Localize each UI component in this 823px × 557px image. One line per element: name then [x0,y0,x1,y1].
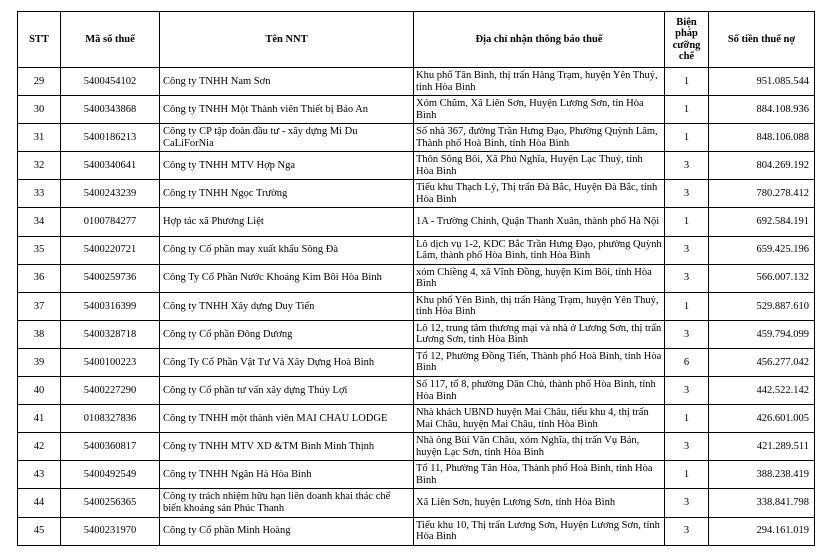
row-taxpayer-name: Công ty Cổ phần tư vấn xây dựng Thủy Lợi [160,377,414,405]
row-stt: 45 [18,517,61,545]
table-row [18,292,815,320]
table-row [18,433,815,461]
row-tax-code: 5400492549 [61,461,160,489]
row-enforcement-measure: 1 [665,461,709,489]
row-taxpayer-name: Công ty Cổ phần Minh Hoàng [160,517,414,545]
row-tax-code: 5400186213 [61,124,160,152]
row-taxpayer-name: Công ty TNHH MTV XD &TM Bình Minh Thịnh [160,433,414,461]
row-address: Tiểu khu 10, Thị trấn Lương Sơn, Huyện Lương Sơn, tỉnh Hòa Bình [414,517,665,545]
row-tax-debt-amount: 338.841.798 [709,489,815,517]
row-address: Lô 12, trung tâm thương mại và nhà ở Lương Sơn, thị trấn Lương Sơn, tỉnh Hòa Bình [414,320,665,348]
header-row [18,12,815,68]
row-stt: 31 [18,124,61,152]
row-tax-debt-amount: 804.269.192 [709,152,815,180]
table-row [18,124,815,152]
row-taxpayer-name: Công ty trách nhiệm hữu hạn liên doanh khai thác chế biến khoáng sản Phúc Thanh [160,489,414,517]
row-taxpayer-name: Công ty TNHH Ngọc Trường [160,180,414,208]
row-stt: 33 [18,180,61,208]
row-enforcement-measure: 3 [665,152,709,180]
row-taxpayer-name: Công Ty Cổ Phần Vật Tư Và Xây Dựng Hoà Bình [160,348,414,376]
row-tax-debt-amount: 951.085.544 [709,68,815,96]
table-row [18,68,815,96]
row-stt: 34 [18,208,61,236]
row-tax-code: 0108327836 [61,405,160,433]
row-enforcement-measure: 1 [665,124,709,152]
row-address: Số 117, tổ 8, phường Dân Chủ, thành phố Hòa Bình, tỉnh Hòa Bình [414,377,665,405]
row-stt: 32 [18,152,61,180]
row-tax-code: 5400259736 [61,264,160,292]
header-address: Địa chỉ nhận thông báo thuế [414,12,665,68]
tax-debt-table [17,11,815,546]
row-tax-debt-amount: 884.108.936 [709,96,815,124]
table-row [18,152,815,180]
row-address: Khu phố Tân Bình, thị trấn Hàng Trạm, huyện Yên Thuỷ, tỉnh Hòa Bình [414,68,665,96]
row-tax-code: 5400243239 [61,180,160,208]
row-stt: 39 [18,348,61,376]
row-address: Số nhà 367, đường Trần Hưng Đạo, Phường Quỳnh Lâm, Thành phố Hoà Bình, tỉnh Hòa Bình [414,124,665,152]
row-stt: 30 [18,96,61,124]
table-row [18,320,815,348]
table-row [18,348,815,376]
row-enforcement-measure: 3 [665,377,709,405]
row-tax-debt-amount: 780.278.412 [709,180,815,208]
row-enforcement-measure: 6 [665,348,709,376]
row-taxpayer-name: Công Ty Cổ Phần Nước Khoáng Kim Bôi Hòa Bình [160,264,414,292]
row-taxpayer-name: Công ty TNHH Xây dựng Duy Tiến [160,292,414,320]
row-stt: 42 [18,433,61,461]
row-tax-code: 5400328718 [61,320,160,348]
row-tax-debt-amount: 442.522.142 [709,377,815,405]
row-tax-code: 5400220721 [61,236,160,264]
row-stt: 35 [18,236,61,264]
row-taxpayer-name: Công ty TNHH MTV Hợp Nga [160,152,414,180]
row-address: Tổ 11, Phường Tân Hòa, Thành phố Hoà Bình, tỉnh Hòa Bình [414,461,665,489]
table-row [18,489,815,517]
row-address: Nhà ông Bùi Văn Châu, xóm Nghĩa, thị trấn Vụ Bản, huyện Lạc Sơn, tỉnh Hòa Bình [414,433,665,461]
row-enforcement-measure: 1 [665,68,709,96]
row-stt: 44 [18,489,61,517]
row-enforcement-measure: 3 [665,264,709,292]
row-taxpayer-name: Công ty TNHH Ngân Hà Hòa Bình [160,461,414,489]
row-tax-code: 5400454102 [61,68,160,96]
table-row [18,517,815,545]
table-row [18,405,815,433]
table-row [18,180,815,208]
row-tax-code: 5400316399 [61,292,160,320]
table-row [18,96,815,124]
row-enforcement-measure: 3 [665,489,709,517]
row-stt: 43 [18,461,61,489]
row-tax-debt-amount: 388.238.419 [709,461,815,489]
row-stt: 41 [18,405,61,433]
row-address: 1A - Trường Chinh, Quận Thanh Xuân, thành phố Hà Nội [414,208,665,236]
row-address: Thôn Sông Bôi, Xã Phú Nghĩa, Huyện Lạc Thuỷ, tỉnh Hòa Bình [414,152,665,180]
table-row [18,461,815,489]
table-row [18,236,815,264]
row-tax-code: 0100784277 [61,208,160,236]
row-tax-code: 5400340641 [61,152,160,180]
row-taxpayer-name: Công ty Cổ phần Đông Dương [160,320,414,348]
row-stt: 36 [18,264,61,292]
row-tax-code: 5400231970 [61,517,160,545]
row-address: Nhà khách UBND huyện Mai Châu, tiểu khu 4, thị trấn Mai Châu, huyện Mai Châu, tỉnh Hòa Bình [414,405,665,433]
row-stt: 29 [18,68,61,96]
row-tax-code: 5400343868 [61,96,160,124]
row-tax-code: 5400100223 [61,348,160,376]
header-taxpayer-name: Tên NNT [160,12,414,68]
row-stt: 37 [18,292,61,320]
row-taxpayer-name: Công ty TNHH Nam Sơn [160,68,414,96]
row-tax-debt-amount: 566.007.132 [709,264,815,292]
row-tax-code: 5400227290 [61,377,160,405]
row-address: Lô dịch vụ 1-2, KDC Bắc Trần Hưng Đạo, phường Quỳnh Lâm, thành phố Hòa Bình, tỉnh Hòa Bình [414,236,665,264]
row-enforcement-measure: 1 [665,208,709,236]
row-taxpayer-name: Công ty CP tập đoàn đầu tư - xây dựng Mi Du CaLiForNia [160,124,414,152]
row-enforcement-measure: 3 [665,433,709,461]
row-enforcement-measure: 3 [665,180,709,208]
table-row [18,377,815,405]
row-enforcement-measure: 1 [665,96,709,124]
row-tax-debt-amount: 848.106.088 [709,124,815,152]
row-tax-debt-amount: 692.584.191 [709,208,815,236]
row-tax-debt-amount: 294.161.019 [709,517,815,545]
row-tax-debt-amount: 529.887.610 [709,292,815,320]
row-taxpayer-name: Công ty TNHH Một Thành viên Thiết bị Bảo An [160,96,414,124]
row-taxpayer-name: Công ty TNHH một thành viên MAI CHAU LODGE [160,405,414,433]
row-address: Xóm Chũm, Xã Liên Sơn, Huyện Lương Sơn, tỉn Hòa Bình [414,96,665,124]
row-address: Tổ 12, Phường Đồng Tiến, Thành phố Hoà Bình, tỉnh Hòa Bình [414,348,665,376]
row-enforcement-measure: 1 [665,405,709,433]
table-row [18,208,815,236]
row-tax-debt-amount: 459.794.099 [709,320,815,348]
row-stt: 40 [18,377,61,405]
header-enforcement-measure: Biện pháp cưỡng chế [665,12,709,68]
row-tax-debt-amount: 456.277.042 [709,348,815,376]
row-stt: 38 [18,320,61,348]
row-tax-debt-amount: 421.289.511 [709,433,815,461]
row-address: Tiểu khu Thạch Lý, Thị trấn Đà Bắc, Huyện Đà Bắc, tỉnh Hòa Bình [414,180,665,208]
header-stt: STT [18,12,61,68]
row-tax-code: 5400256365 [61,489,160,517]
header-tax-debt-amount: Số tiền thuế nợ [709,12,815,68]
row-enforcement-measure: 1 [665,292,709,320]
row-address: Xã Liên Sơn, huyện Lương Sơn, tỉnh Hòa Bình [414,489,665,517]
row-taxpayer-name: Công ty Cổ phần may xuất khẩu Sông Đà [160,236,414,264]
table-row [18,264,815,292]
row-tax-code: 5400360817 [61,433,160,461]
row-enforcement-measure: 3 [665,320,709,348]
row-enforcement-measure: 3 [665,517,709,545]
header-tax-code: Mã số thuế [61,12,160,68]
row-tax-debt-amount: 659.425.196 [709,236,815,264]
row-tax-debt-amount: 426.601.005 [709,405,815,433]
row-enforcement-measure: 3 [665,236,709,264]
row-address: xóm Chiềng 4, xã Vĩnh Đồng, huyện Kim Bôi, tỉnh Hòa Bình [414,264,665,292]
row-address: Khu phố Yên Bình, thị trấn Hàng Trạm, huyện Yên Thuỷ, tỉnh Hòa Bình [414,292,665,320]
row-taxpayer-name: Hợp tác xã Phương Liệt [160,208,414,236]
